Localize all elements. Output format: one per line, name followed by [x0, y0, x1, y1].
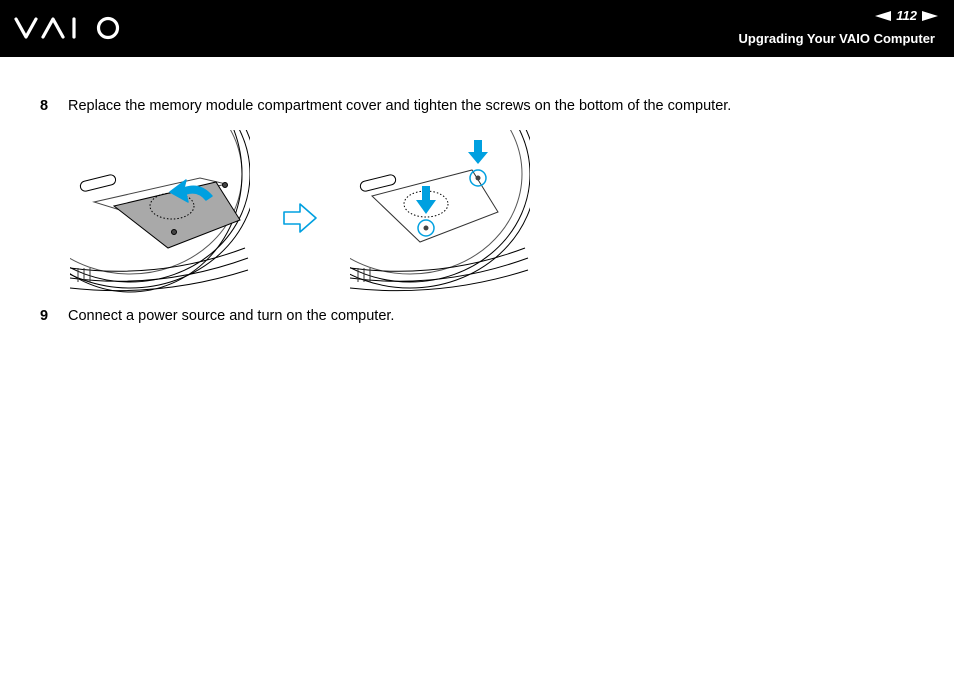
page-number: 112	[896, 8, 917, 23]
step-text: Replace the memory module compartment cover and tighten the screws on the bottom of the computer.	[68, 98, 732, 114]
illustration-cover-insert	[60, 130, 256, 292]
step-8	[40, 98, 731, 114]
section-title: Upgrading Your VAIO Computer	[738, 31, 935, 46]
previous-page-icon[interactable]	[875, 11, 891, 21]
vaio-logo	[14, 15, 122, 41]
step-9	[40, 308, 394, 324]
next-step-arrow-icon	[284, 204, 316, 232]
page-header	[0, 0, 954, 57]
tighten-arrow-icon	[416, 186, 436, 214]
page-navigator	[875, 8, 938, 23]
next-page-icon[interactable]	[922, 11, 938, 21]
memory-cover-illustration	[60, 130, 540, 300]
tighten-arrow-icon	[468, 140, 488, 164]
illustration-cover-installed	[284, 130, 536, 291]
step-number: 8	[40, 98, 49, 114]
step-text: Connect a power source and turn on the computer.	[68, 308, 395, 324]
step-number: 9	[40, 308, 49, 324]
